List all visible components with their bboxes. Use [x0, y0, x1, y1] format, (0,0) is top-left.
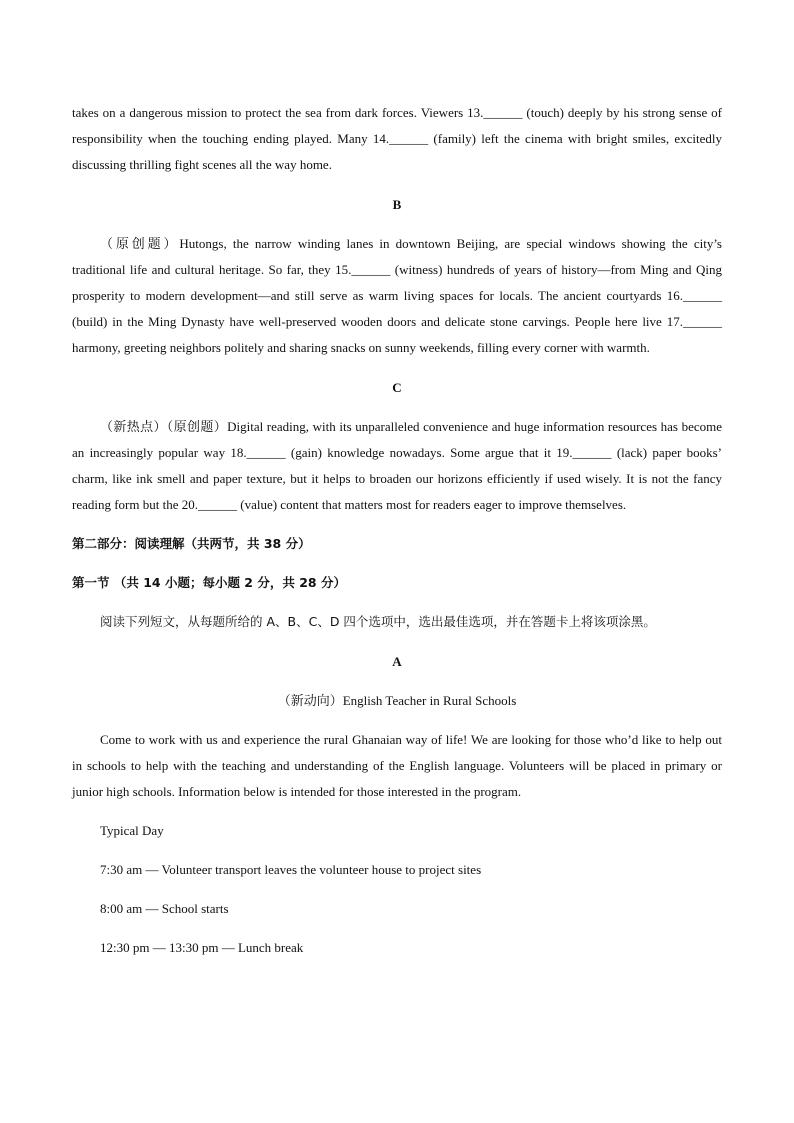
passage-a-continuation: takes on a dangerous mission to protect the sea from dark forces. Viewers 13.______ (touch) deeply by his strong sense of responsibility when the touching ending played. Many 14.______ (family) left the cinema with bright smiles, excitedly discussing thrilling fight scenes all the way home.	[72, 105, 722, 172]
instruction-text: 阅读下列短文，从每题所给的 A、B、C、D 四个选项中，选出最佳选项，并在答题卡上将该项涂黑。	[100, 614, 656, 629]
passage-c-text: （新热点）（原创题）Digital reading, with its unparalleled convenience and huge information resources has become an increasingly popular way 18.______ (gain) knowledge nowadays. Some argue that it 19.______ (lack) paper books’ charm, like ink smell and paper texture, but it helps to broaden our horizons efficiently if used wisely. It is not the fancy reading form but the 20.______ (value) content that matters most for readers eager to improve themselves.	[72, 419, 722, 512]
passage-c-label: C	[392, 380, 402, 395]
reading-a-title: （新动向）English Teacher in Rural Schools	[277, 693, 517, 708]
document-page	[72, 100, 722, 961]
schedule-title: Typical Day	[100, 823, 164, 838]
reading-a-intro: Come to work with us and experience the rural Ghanaian way of life! We are looking for those who’d like to help out in schools to help with the teaching and understanding of the English language. Volunteers will be placed in primary or junior high schools. Information below is intended for those interested in the program.	[72, 732, 722, 799]
part-two-heading: 第二部分：阅读理解（共两节，共 38 分）	[72, 536, 311, 551]
reading-a-label: A	[392, 654, 402, 669]
section-one-heading: 第一节 （共 14 小题；每小题 2 分，共 28 分）	[72, 575, 346, 590]
schedule-list	[72, 818, 722, 961]
passage-b-label: B	[392, 197, 402, 212]
passage-b-text: （原创题）Hutongs, the narrow winding lanes in downtown Beijing, are special windows showing the city’s traditional life and cultural heritage. So far, they 15.______ (witness) hundreds of years of history—from Ming and Qing prosperity to modern development—and still serve as warm living spaces for locals. The ancient courtyards 16.______ (build) in the Ming Dynasty have well-preserved wooden doors and delicate stone carvings. People here live 17.______ harmony, greeting neighbors politely and sharing snacks on sunny weekends, filling every corner with warmth.	[72, 236, 722, 355]
schedule-item: 8:00 am — School starts	[100, 901, 229, 916]
schedule-item: 12:30 pm — 13:30 pm — Lunch break	[100, 940, 304, 955]
schedule-item: 7:30 am — Volunteer transport leaves the volunteer house to project sites	[100, 862, 482, 877]
